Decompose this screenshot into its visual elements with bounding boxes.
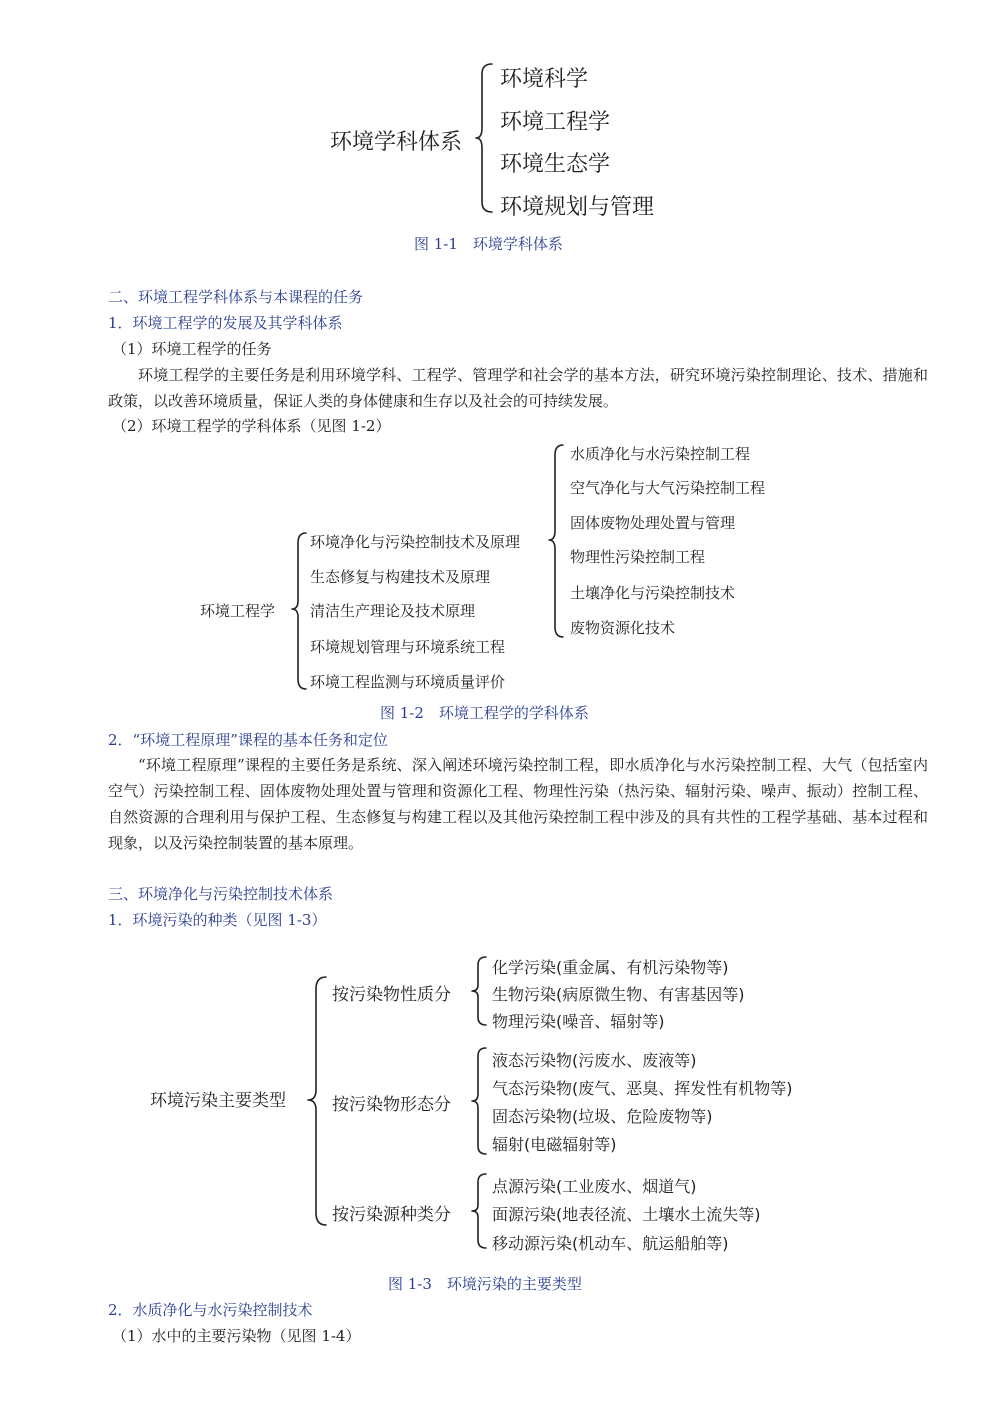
fig1-root: 环境学科体系 [330,130,463,155]
fig2-level1-item: 生态修复与构建技术及原理 [310,568,491,586]
fig3-group-label: 按污染物形态分 [332,1095,451,1115]
subsection-heading: 2．“环境工程原理”课程的基本任务和定位 [108,731,388,749]
fig3-brace-main [306,975,330,1229]
fig3-brace-group [470,1046,490,1156]
fig1-child: 环境科学 [500,67,589,92]
section-heading: 三、环境净化与污染控制技术体系 [108,885,334,903]
fig2-level2-item: 废物资源化技术 [570,619,676,637]
fig3-caption: 图 1-3 环境污染的主要类型 [388,1275,582,1293]
paragraph: “环境工程原理”课程的主要任务是系统、深入阐述环境污染控制工程，即水质净化与水污染控制工程、大气（包括室内空气）污染控制工程、固体废物处理处置与管理和资源化工程、物理性污染（热污染、辐射污染、噪声、振动）控制工程、自然资源的合理利用与保护工程、生态修复与构建工程以及其他污染控制工程中涉及的具有共性的工程学基础、基本过程和现象，以及污染控制装置的基本原理。 [108,756,928,852]
paragraph: 环境工程学的主要任务是利用环境学科、工程学、管理学和社会学的基本方法，研究环境污染控制理论、技术、措施和政策，以改善环境质量，保证人类的身体健康和生存以及社会的可持续发展。 [108,366,928,410]
fig3-group-label: 按污染源种类分 [332,1205,451,1225]
fig1-child: 环境工程学 [500,110,611,135]
fig2-level2-item: 空气净化与大气污染控制工程 [570,479,766,497]
fig1-caption: 图 1-1 环境学科体系 [414,235,563,253]
fig2-brace-main [290,531,310,691]
fig2-level1-item: 环境净化与污染控制技术及原理 [310,533,521,551]
fig2-caption: 图 1-2 环境工程学的学科体系 [380,704,589,722]
fig3-item: 辐射(电磁辐射等) [492,1135,617,1154]
fig1-brace [474,62,496,214]
fig2-level2-item: 水质净化与水污染控制工程 [570,445,751,463]
fig3-item: 液态污染物(污废水、废液等) [492,1051,697,1070]
fig3-item: 面源污染(地表径流、土壤水土流失等) [492,1205,761,1224]
section-heading: 二、环境工程学科体系与本课程的任务 [108,288,364,306]
fig2-level1-item: 环境工程监测与环境质量评价 [310,673,506,691]
fig3-root: 环境污染主要类型 [150,1091,286,1111]
fig3-item: 气态污染物(废气、恶臭、挥发性有机物等) [492,1079,793,1098]
fig1-child: 环境生态学 [500,152,611,177]
fig3-item: 固态污染物(垃圾、危险废物等) [492,1107,713,1126]
subsection-heading: 2．水质净化与水污染控制技术 [108,1301,313,1319]
fig2-level1-item: 环境规划管理与环境系统工程 [310,638,506,656]
subsection-heading: 1．环境污染的种类（见图 1-3） [108,911,327,929]
fig2-level1-item: 清洁生产理论及技术原理 [310,602,476,620]
fig2-level2-item: 物理性污染控制工程 [570,548,706,566]
fig3-brace-group [470,955,490,1027]
fig3-item: 化学污染(重金属、有机污染物等) [492,958,729,977]
item-heading: （1）水中的主要污染物（见图 1-4） [112,1327,361,1345]
fig3-item: 移动源污染(机动车、航运船舶等) [492,1234,729,1253]
item-heading: （1）环境工程学的任务 [112,340,272,358]
subsection-heading: 1．环境工程学的发展及其学科体系 [108,314,343,332]
fig2-root: 环境工程学 [200,602,276,620]
item-heading: （2）环境工程学的学科体系（见图 1-2） [112,417,391,435]
fig1-child: 环境规划与管理 [500,195,655,220]
fig3-brace-group [470,1172,490,1250]
fig3-item: 物理污染(噪音、辐射等) [492,1012,665,1031]
fig2-level2-item: 土壤净化与污染控制技术 [570,584,736,602]
fig2-level2-item: 固体废物处理处置与管理 [570,514,736,532]
fig2-brace-sub [547,443,567,639]
fig3-item: 生物污染(病原微生物、有害基因等) [492,985,745,1004]
fig3-item: 点源污染(工业废水、烟道气) [492,1177,697,1196]
fig3-group-label: 按污染物性质分 [332,985,451,1005]
